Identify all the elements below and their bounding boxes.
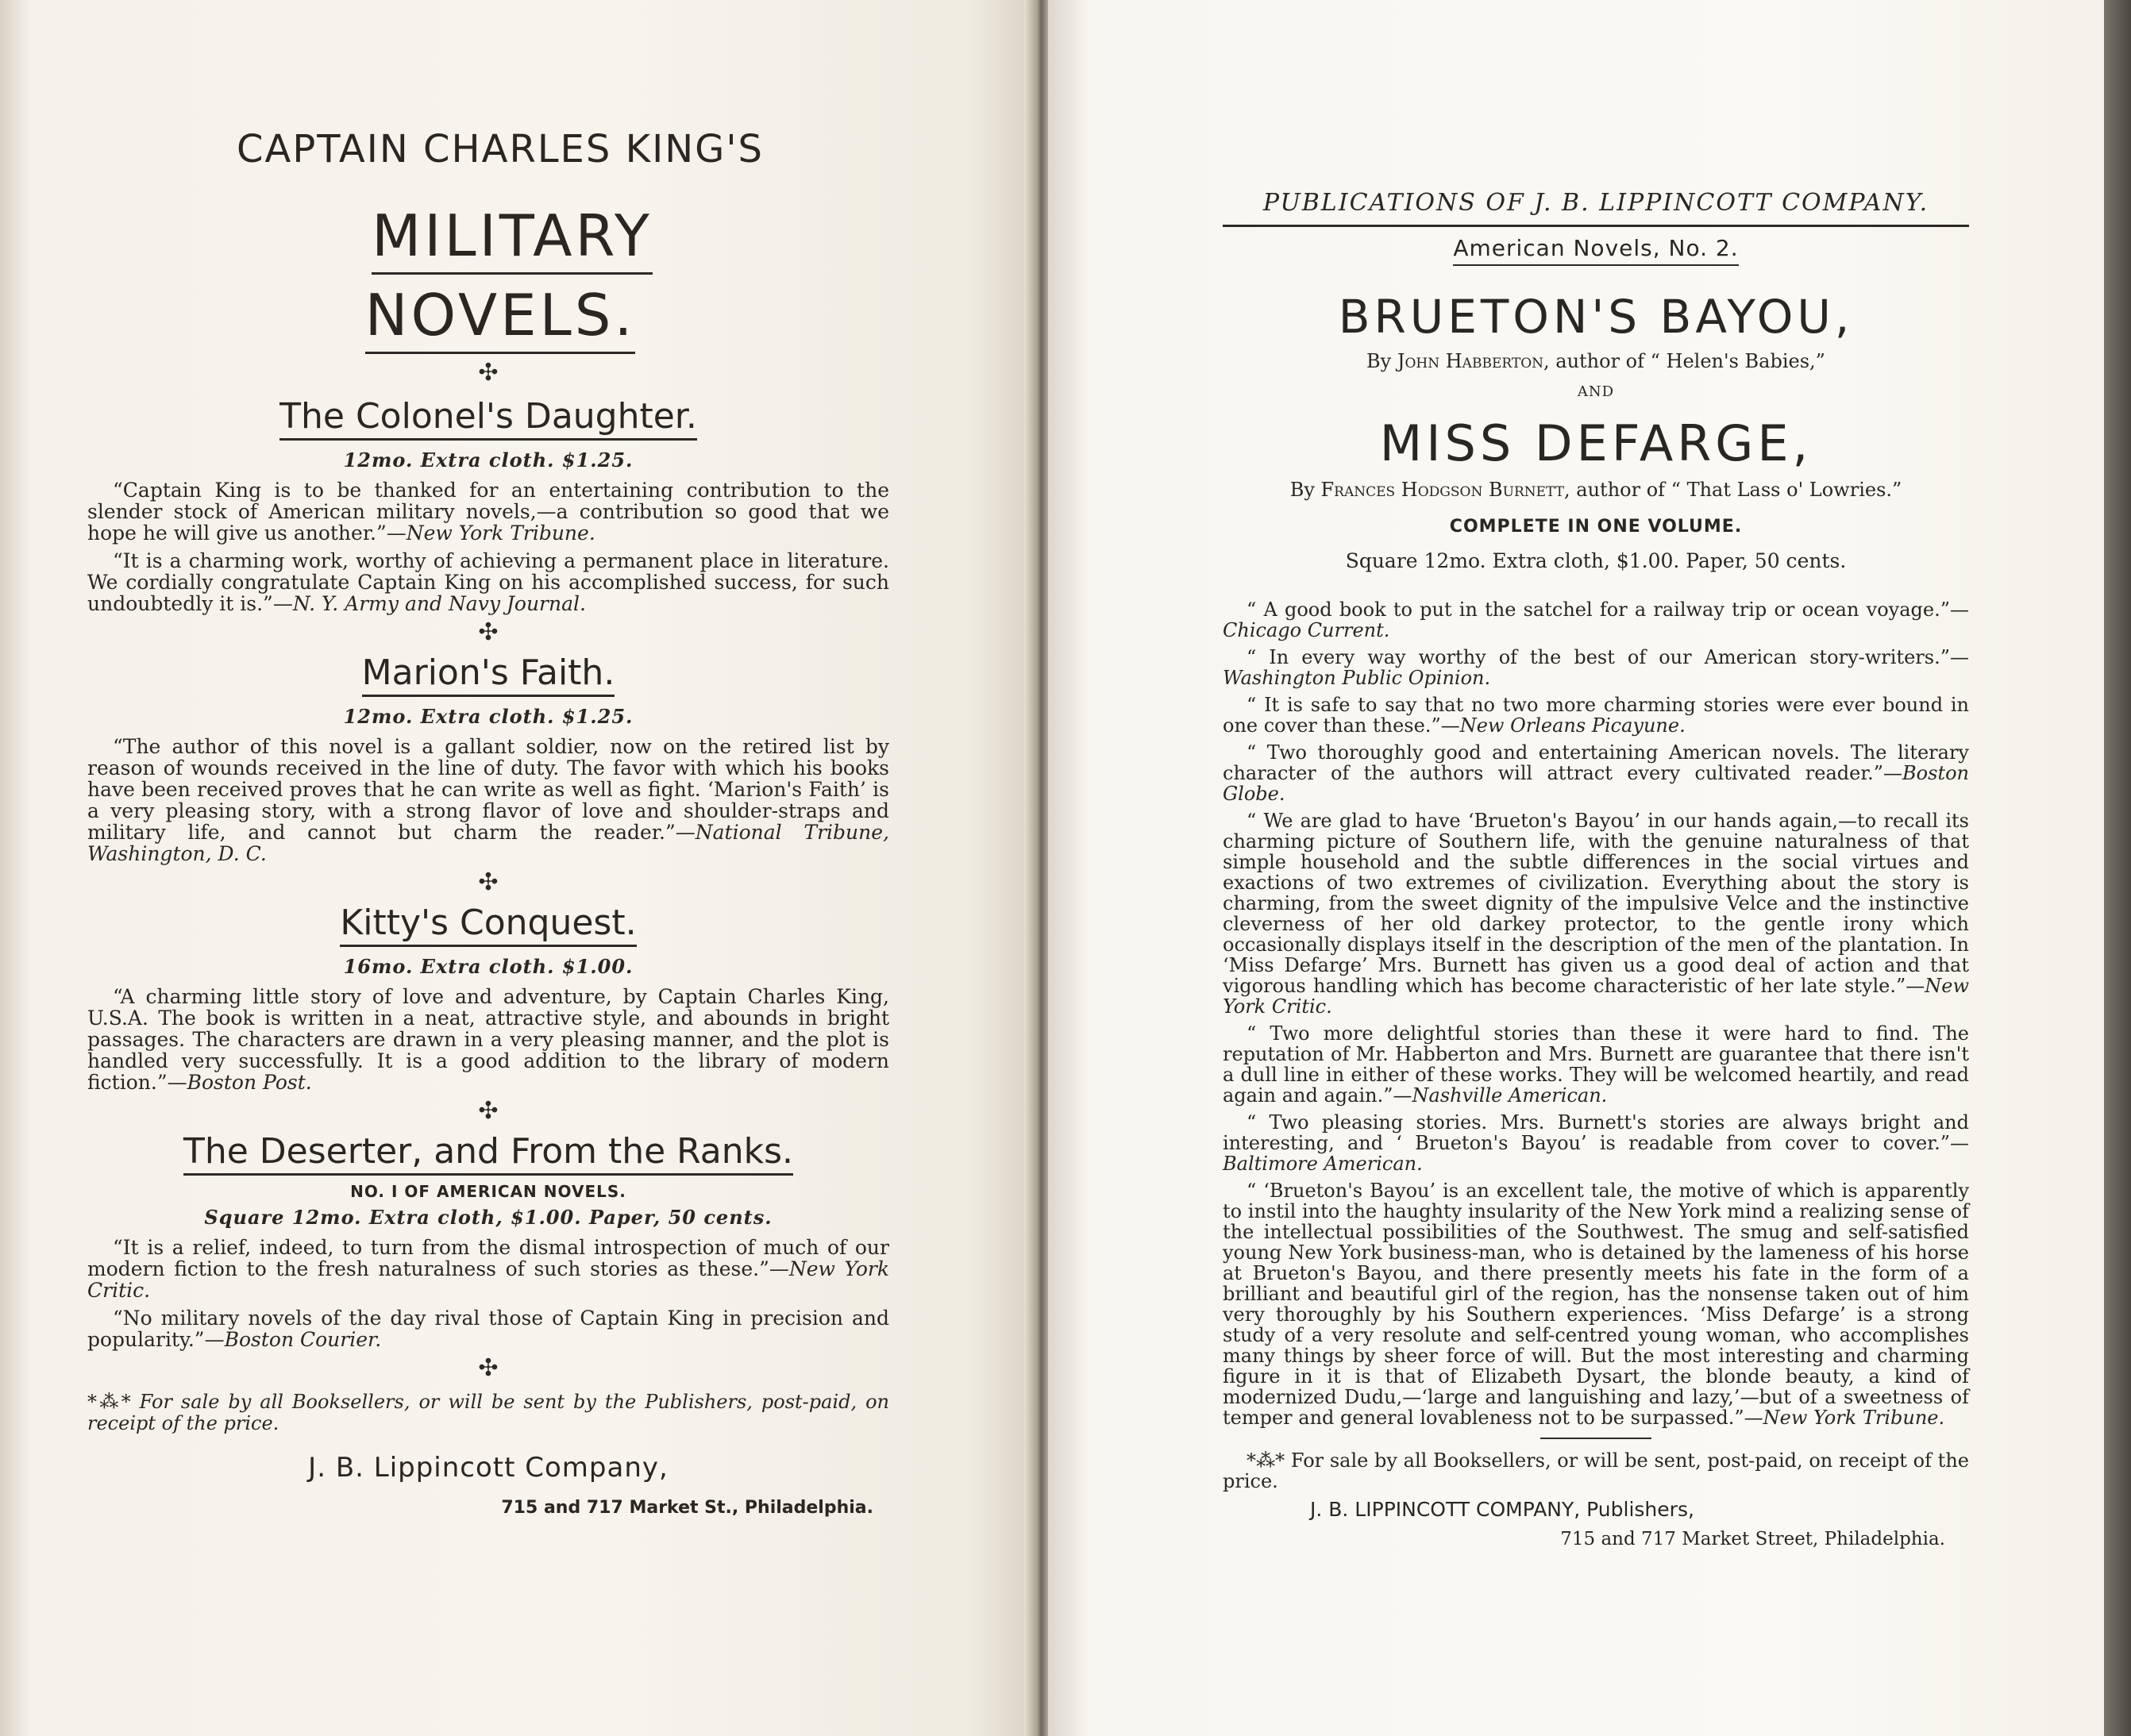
publisher-address: 715 and 717 Market St., Philadelphia. [501, 1498, 873, 1518]
price-line: Square 12mo. Extra cloth, $1.00. Paper, 50 cents. [1345, 549, 1847, 572]
and-label: AND [1577, 383, 1615, 400]
divider [1223, 225, 1969, 227]
title-miss-defarge: MISS DEFARGE, [1379, 414, 1813, 472]
book-reviews [87, 1237, 889, 1350]
review-quote: “A charming little story of love and adventure, by Captain Charles King, U.S.A. The book is written in a neat, attractive style, and abounds in bright passages. The characters are drawn in a very pleasing manner, and the plot is handled very successfully. It is a good addition to the library of modern fiction.”—Boston Post. [87, 985, 889, 1094]
sale-note: *⁂* For sale by all Booksellers, or will be sent, post-paid, on receipt of the price. [1223, 1449, 1969, 1492]
book-2 [87, 652, 889, 697]
book-reviews [87, 986, 889, 1093]
review-quote: “ Two pleasing stories. Mrs. Burnett's stories are always bright and interesting, and ‘ Brueton's Bayou’ is readable from cover to cover.”—Baltimore American. [1223, 1111, 1969, 1175]
ornament-icon: ✣ [478, 868, 499, 896]
review-quote: “ It is safe to say that no two more charming stories were ever bound in one cover than these.”—New Orleans Picayune. [1223, 694, 1969, 737]
right-content [1223, 189, 1969, 1549]
ornament-icon: ✣ [478, 618, 499, 646]
series-note: NO. I OF AMERICAN NOVELS. [350, 1182, 626, 1201]
book-price: Square 12mo. Extra cloth, $1.00. Paper, 50 cents. [204, 1206, 773, 1229]
review-list [1223, 599, 1969, 1428]
review-quote: “It is a relief, indeed, to turn from the dismal introspection of much of our modern fiction to the fresh naturalness of such stories as these.”—New York Critic. [87, 1236, 890, 1302]
review-quote: “ A good book to put in the satchel for a railway trip or ocean voyage.”—Chicago Current. [1223, 599, 1969, 641]
military-word: MILITARY [372, 202, 653, 275]
left-header-author: CAPTAIN CHARLES KING'S [236, 127, 765, 171]
publisher-name: J. B. LIPPINCOTT COMPANY, Publishers, [1310, 1498, 1694, 1521]
book-3 [87, 903, 889, 947]
running-head: PUBLICATIONS OF J. B. LIPPINCOTT COMPANY. [1262, 189, 1929, 217]
book-reviews [87, 736, 889, 864]
byline-burnett: By Frances Hodgson Burnett, author of “ That Lass o' Lowries.” [1289, 479, 1902, 501]
ornament-icon: ✣ [478, 1097, 499, 1125]
review-quote: “The author of this novel is a gallant soldier, now on the retired list by reason of wounds received in the line of duty. The favor with which his books have been received proves that he can write as well as fight. ‘Marion's Faith’ is a very pleasing story, with a strong flavor of love and shoulder-straps and military life, and cannot but charm the reader.”—National Tribune, Washington, D. C. [87, 735, 890, 865]
book-cover-edge [2104, 0, 2131, 1736]
review-quote: “Captain King is to be thanked for an entertaining contribution to the slender stock of American military novels,—a contribution so good that we hope he will give us another.”—New York Tribune. [87, 479, 889, 545]
divider [1540, 1438, 1651, 1439]
book-price: 12mo. Extra cloth. $1.25. [343, 448, 634, 472]
title-bruetons-bayou: BRUETON'S BAYOU, [1338, 290, 1854, 344]
complete-label: COMPLETE IN ONE VOLUME. [1449, 517, 1743, 537]
review-quote: “ Two more delightful stories than these it were hard to find. The reputation of Mr. Habberton and Mrs. Burnett are guarantee that there isn't a dull line in either of these works. They will be welcomed heartily, and read again and again.”—Nashville American. [1223, 1022, 1969, 1107]
left-book-list [87, 361, 889, 1518]
novels-word: NOVELS. [365, 282, 636, 354]
ornament-icon: ✣ [478, 1354, 499, 1382]
review-quote: “ Two thoroughly good and entertaining American novels. The literary character of the authors will attract every cultivated reader.”—Boston Globe. [1223, 741, 1969, 805]
left-header-novels [341, 282, 659, 354]
publisher-address: 715 and 717 Market Street, Philadelphia. [1560, 1529, 1945, 1549]
review-quote: “ We are glad to have ‘Brueton's Bayou’ in our hands again,—to recall its charming picture of Southern life, with the genuine naturalness of that simple household and the subtle differences in the social virtues and exactions of two extremes of civilization. Everything about the story is charming, from the sweet dignity of the impulsive Velce and the instinctive cleverness of her old darkey protector, to the gentle irony which occasionally displays itself in the description of the men of the plantation. In ‘Miss Defarge’ Mrs. Burnett has given us a good deal of action and that vigorous handling which has become characteristic of her late style.”—New York Critic. [1223, 810, 1969, 1018]
left-header-military [341, 202, 683, 275]
book-title: Marion's Faith. [362, 652, 615, 697]
book-1 [87, 396, 889, 441]
book-4 [87, 1131, 889, 1176]
byline-habberton: By John Habberton, author of “ Helen's Babies,” [1366, 350, 1825, 372]
review-quote: “It is a charming work, worthy of achieving a permanent place in literature. We cordially congratulate Captain King on his accomplished success, for such undoubtedly it is.”—N. Y. Army and Navy Journal. [87, 549, 889, 615]
series-label: American Novels, No. 2. [1223, 235, 1969, 266]
publisher-name: J. B. Lippincott Company, [308, 1452, 669, 1484]
book-price: 16mo. Extra cloth. $1.00. [343, 955, 634, 978]
sale-note: *⁂* For sale by all Booksellers, or will be sent by the Publishers, post-paid, on receipt of the price. [87, 1391, 889, 1434]
review-quote: “ In every way worthy of the best of our American story-writers.”—Washington Public Opinion. [1223, 646, 1969, 689]
book-reviews [87, 479, 889, 614]
review-quote: “No military novels of the day rival those of Captain King in precision and popularity.”—Boston Courier. [87, 1307, 889, 1351]
book-title: The Colonel's Daughter. [279, 396, 697, 441]
book-price: 12mo. Extra cloth. $1.25. [343, 705, 634, 728]
book-title: Kitty's Conquest. [340, 903, 636, 947]
review-quote: “ ‘Brueton's Bayou’ is an excellent tale, the motive of which is apparently to instil into the haughty insularity of the New York mind a realizing sense of the intellectual possibilities of the Southwest. The smug and self-satisfied young New York business-man, who is detained by the lameness of his horse at Brueton's Bayou, and there presently meets his fate in the form of a brilliant and beautiful girl of the region, has the nonsense taken out of him very thoroughly by his Southern experiences. ‘Miss Defarge’ is a strong study of a very resolute and self-centred young woman, who accomplishes many things by sheer force of will. But the most interesting and charming figure in it is that of Elizabeth Dysart, the blonde beauty, a kind of modernized Dudu,—‘large and languishing and lazy,’—but of a sweetness of temper and general lovableness not to be surpassed.”—New York Tribune. [1223, 1180, 1969, 1429]
book-title: The Deserter, and From the Ranks. [183, 1131, 793, 1176]
ornament-icon: ✣ [478, 359, 499, 387]
